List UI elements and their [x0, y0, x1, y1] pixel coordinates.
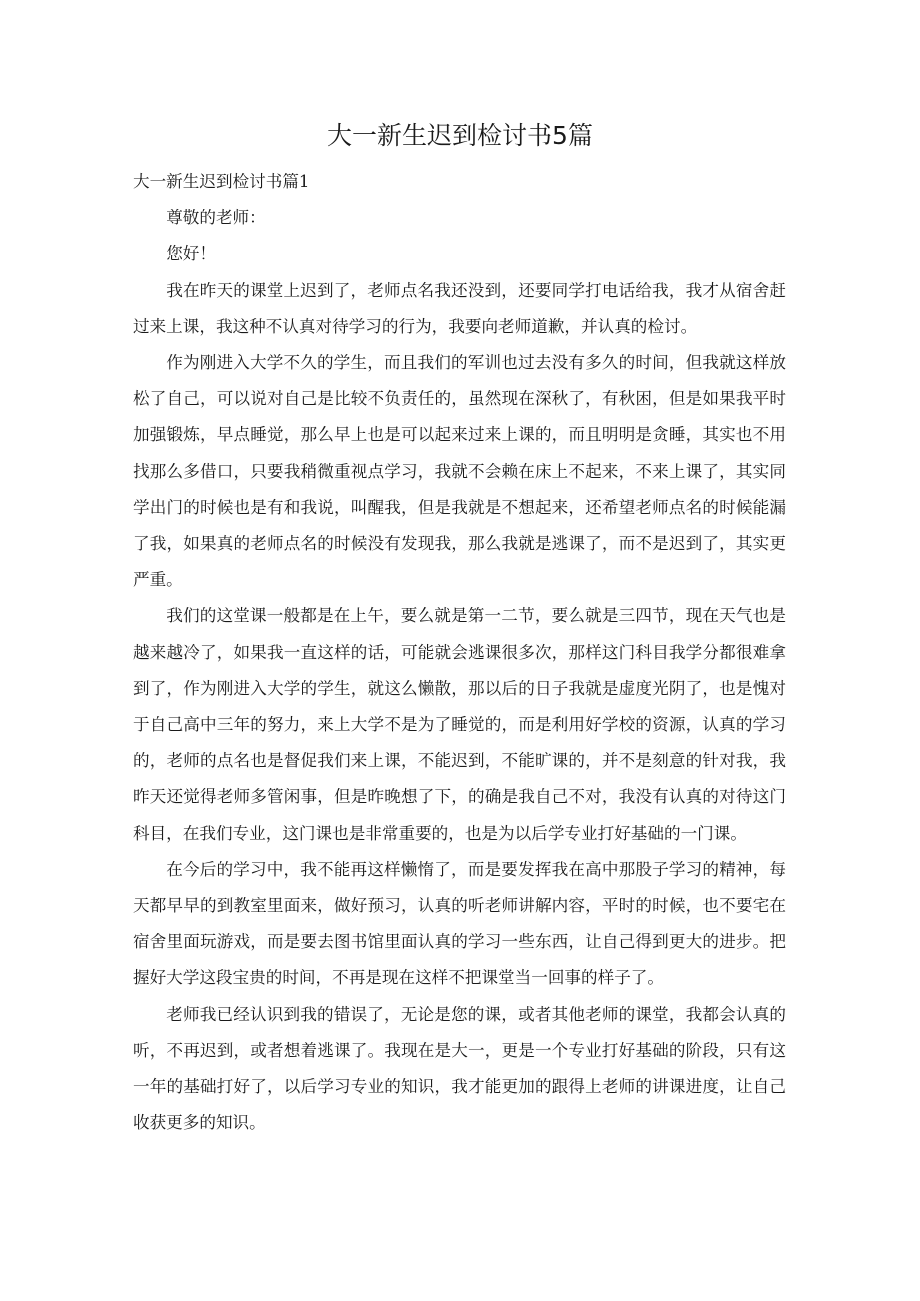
paragraph: 在今后的学习中，我不能再这样懒惰了，而是要发挥我在高中那股子学习的精神，每天都早早的到教室里面来，做好预习，认真的听老师讲解内容，平时的时候，也不要宅在宿舍里面玩游戏，而是要去图书馆里面认真的学习一些东西，让自己得到更大的进步。把握好大学这段宝贵的时间，不再是现在这样不把课堂当一回事的样子了。 — [133, 859, 786, 988]
document-body — [133, 164, 786, 1141]
document-title: 大一新生迟到检讨书5篇 — [327, 121, 593, 150]
section-heading: 大一新生迟到检讨书篇1 — [133, 172, 310, 191]
paragraph: 作为刚进入大学不久的学生，而且我们的军训也过去没有多久的时间，但我就这样放松了自己，可以说对自己是比较不负责任的，虽然现在深秋了，有秋困，但是如果我平时加强锻炼，早点睡觉，那么早上也是可以起来过来上课的，而且明明是贪睡，其实也不用找那么多借口，只要我稍微重视点学习，我就不会赖在床上不起来，不来上课了，其实同学出门的时候也是有和我说，叫醒我，但是我就是不想起来，还希望老师点名的时候能漏了我，如果真的老师点名的时候没有发现我，那么我就是逃课了，而不是迟到了，其实更严重。 — [133, 353, 786, 590]
salutation: 尊敬的老师： — [166, 208, 266, 228]
paragraph: 老师我已经认识到我的错误了，无论是您的课，或者其他老师的课堂，我都会认真的听，不再迟到，或者想着逃课了。我现在是大一，更是一个专业打好基础的阶段，只有这一年的基础打好了，以后学习专业的知识，我才能更加的跟得上老师的讲课进度，让自己收获更多的知识。 — [133, 1004, 786, 1133]
paragraph: 我们的这堂课一般都是在上午，要么就是第一二节，要么就是三四节，现在天气也是越来越冷了，如果我一直这样的话，可能就会逃课很多次，那样这门科目我学分都很难拿到了，作为刚进入大学的学生，就这么懒散，那以后的日子我就是虚度光阴了，也是愧对于自己高中三年的努力，来上大学不是为了睡觉的，而是利用好学校的资源，认真的学习的，老师的点名也是督促我们来上课，不能迟到，不能旷课的，并不是刻意的针对我，我昨天还觉得老师多管闲事，但是昨晚想了下，的确是我自己不对，我没有认真的对待这门科目，在我们专业，这门课也是非常重要的，也是为以后学专业打好基础的一门课。 — [133, 606, 786, 843]
greeting: 您好！ — [166, 244, 216, 264]
paragraph: 我在昨天的课堂上迟到了，老师点名我还没到，还要同学打电话给我，我才从宿舍赶过来上课，我这种不认真对待学习的行为，我要向老师道歉，并认真的检讨。 — [133, 280, 786, 336]
